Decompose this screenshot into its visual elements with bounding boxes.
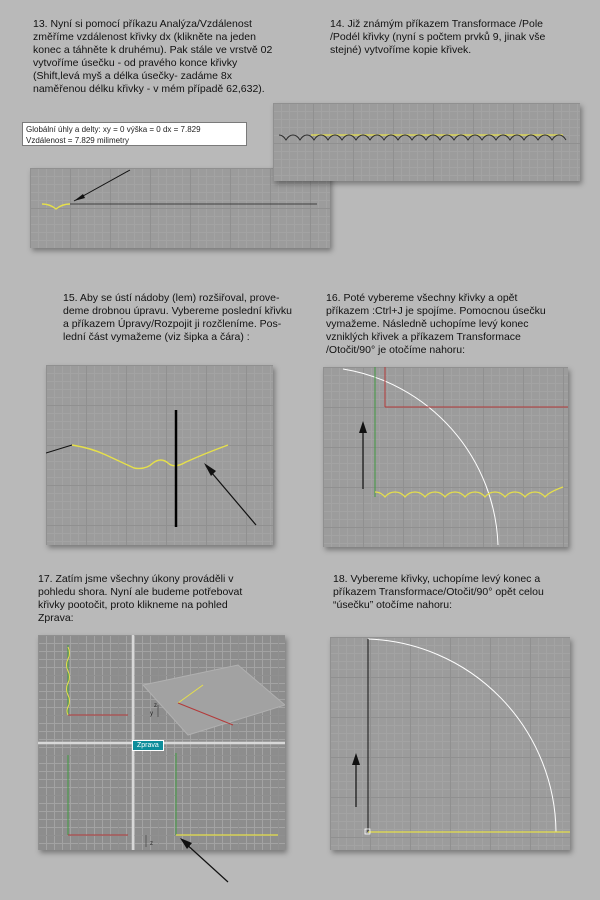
command-output-line-2: Vzdálenost = 7.829 milimetry bbox=[26, 136, 129, 145]
step-14-drawing bbox=[273, 103, 580, 181]
viewport-step-16[interactable] bbox=[323, 367, 568, 547]
viewport-step-18[interactable] bbox=[330, 637, 570, 850]
rotation-arc bbox=[343, 369, 498, 545]
step-13-text: 13. Nyní si pomocí příkazu Analýza/Vzdálenost změříme vzdálenost křivky dx (klikněte na jeden konec a táhněte k druhému). Pak stále ve vrstvě 02 vytvoříme úsečku - od pravého konce křivky (Shift,levá myš a délka úsečky- zadáme 8x naměřenou délku křivky - v mém případě 62,632). bbox=[33, 18, 273, 95]
step-17-text: 17. Zatím jsme všechny úkony prováděli v pohledu shora. Nyní ale budeme potřebovat křivky pootočit, proto klikneme na pohled Zprava: bbox=[38, 573, 243, 624]
curve bbox=[72, 445, 228, 468]
axis-label-y: y bbox=[150, 711, 153, 717]
measured-curve bbox=[42, 204, 70, 209]
axis-label-z-2: z bbox=[150, 841, 153, 847]
step-15-drawing bbox=[46, 365, 273, 545]
step-18-text: 18. Vybereme křivky, uchopíme levý konec a příkazem Transformace/Otočit/90° opět celou “úsečku” otočíme nahoru: bbox=[333, 573, 544, 611]
command-output bbox=[22, 122, 247, 146]
viewport-step-14[interactable] bbox=[273, 103, 580, 181]
step-16-text: 16. Poté vybereme všechny křivky a opět příkazem :Ctrl+J je spojíme. Pomocnou úsečku vymažeme. Následně uchopíme levý konec vzniklých křivek a příkazem Transformace /Otočit/90° je otočíme nahoru: bbox=[326, 292, 546, 356]
viewport-step-15[interactable] bbox=[46, 365, 273, 545]
view-label-zprava[interactable]: Zprava bbox=[132, 740, 164, 751]
step-14-text: 14. Již známým příkazem Transformace /Pole /Podél křivky (nyní s počtem prvků 9, jinak vše stejné) vytvoříme kopie křivek. bbox=[330, 18, 546, 56]
step-15-text: 15. Aby se ústí nádoby (lem) rozšiřoval, prove- deme drobnou úpravu. Vybereme poslední křivku a příkazem Úpravy/Rozpojit ji rozčleníme. Pos- lední část vymažeme (viz šipka a čára) : bbox=[63, 292, 292, 343]
step-16-drawing bbox=[323, 367, 568, 547]
joined-curves bbox=[375, 487, 563, 497]
step-18-drawing bbox=[330, 637, 570, 850]
arrayed-curves bbox=[279, 135, 566, 140]
command-output-line-1: Globální úhly a delty: xy = 0 výška = 0 dx = 7.829 bbox=[26, 125, 201, 134]
pointer-arrow bbox=[206, 466, 256, 525]
axis-label-z: z bbox=[154, 703, 157, 709]
rotation-arc bbox=[368, 639, 556, 832]
